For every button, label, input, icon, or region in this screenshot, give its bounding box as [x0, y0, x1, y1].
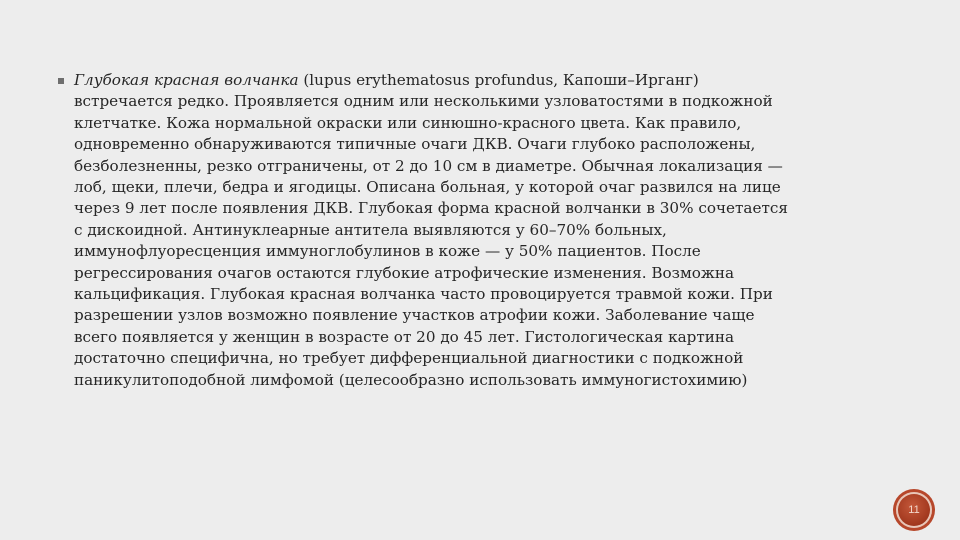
slide-number-badge: 11 [896, 492, 932, 528]
term-heading: Глубокая красная волчанка [74, 71, 299, 89]
body-paragraph [74, 70, 788, 391]
bullet-item [58, 70, 878, 391]
bullet-square-icon [58, 78, 64, 84]
body-text: (lupus erythematosus profundus, Капоши–Ирганг) встречается редко. Проявляется одним или несколькими узловатостями в подкожной клетчатке. Кожа нормальной окраски или синюшно-красного цвета. Как правило, одновременно обнаруживаются типичные очаги ДКВ. Очаги глубоко расположены, безболезненны, резко отграничены, от 2 до 10 см в диаметре. Обычная локализация — лоб, щеки, плечи, бедра и ягодицы. Описана больная, у которой очаг развился на лице через 9 лет после появления ДКВ. Глубокая форма красной волчанки в 30% сочетается с дискоидной. Антинуклеарные антитела выявляются у 60–70% больных, иммунофлуоресценция иммуноглобулинов в коже — у 50% пациентов. После регрессирования очагов остаются глубокие атрофические изменения. Возможна кальцификация. Глубокая красная волчанка часто провоцируется травмой кожи. При разрешении узлов возможно появление участков атрофии кожи. Заболевание чаще всего появляется у женщин в возрасте от 20 до 45 лет. Гистологическая картина достаточно специфична, но требует дифференциальной диагностики с подкожной паникулитоподобной лимфомой (целесообразно использовать иммуногистохимию) [74, 71, 788, 389]
